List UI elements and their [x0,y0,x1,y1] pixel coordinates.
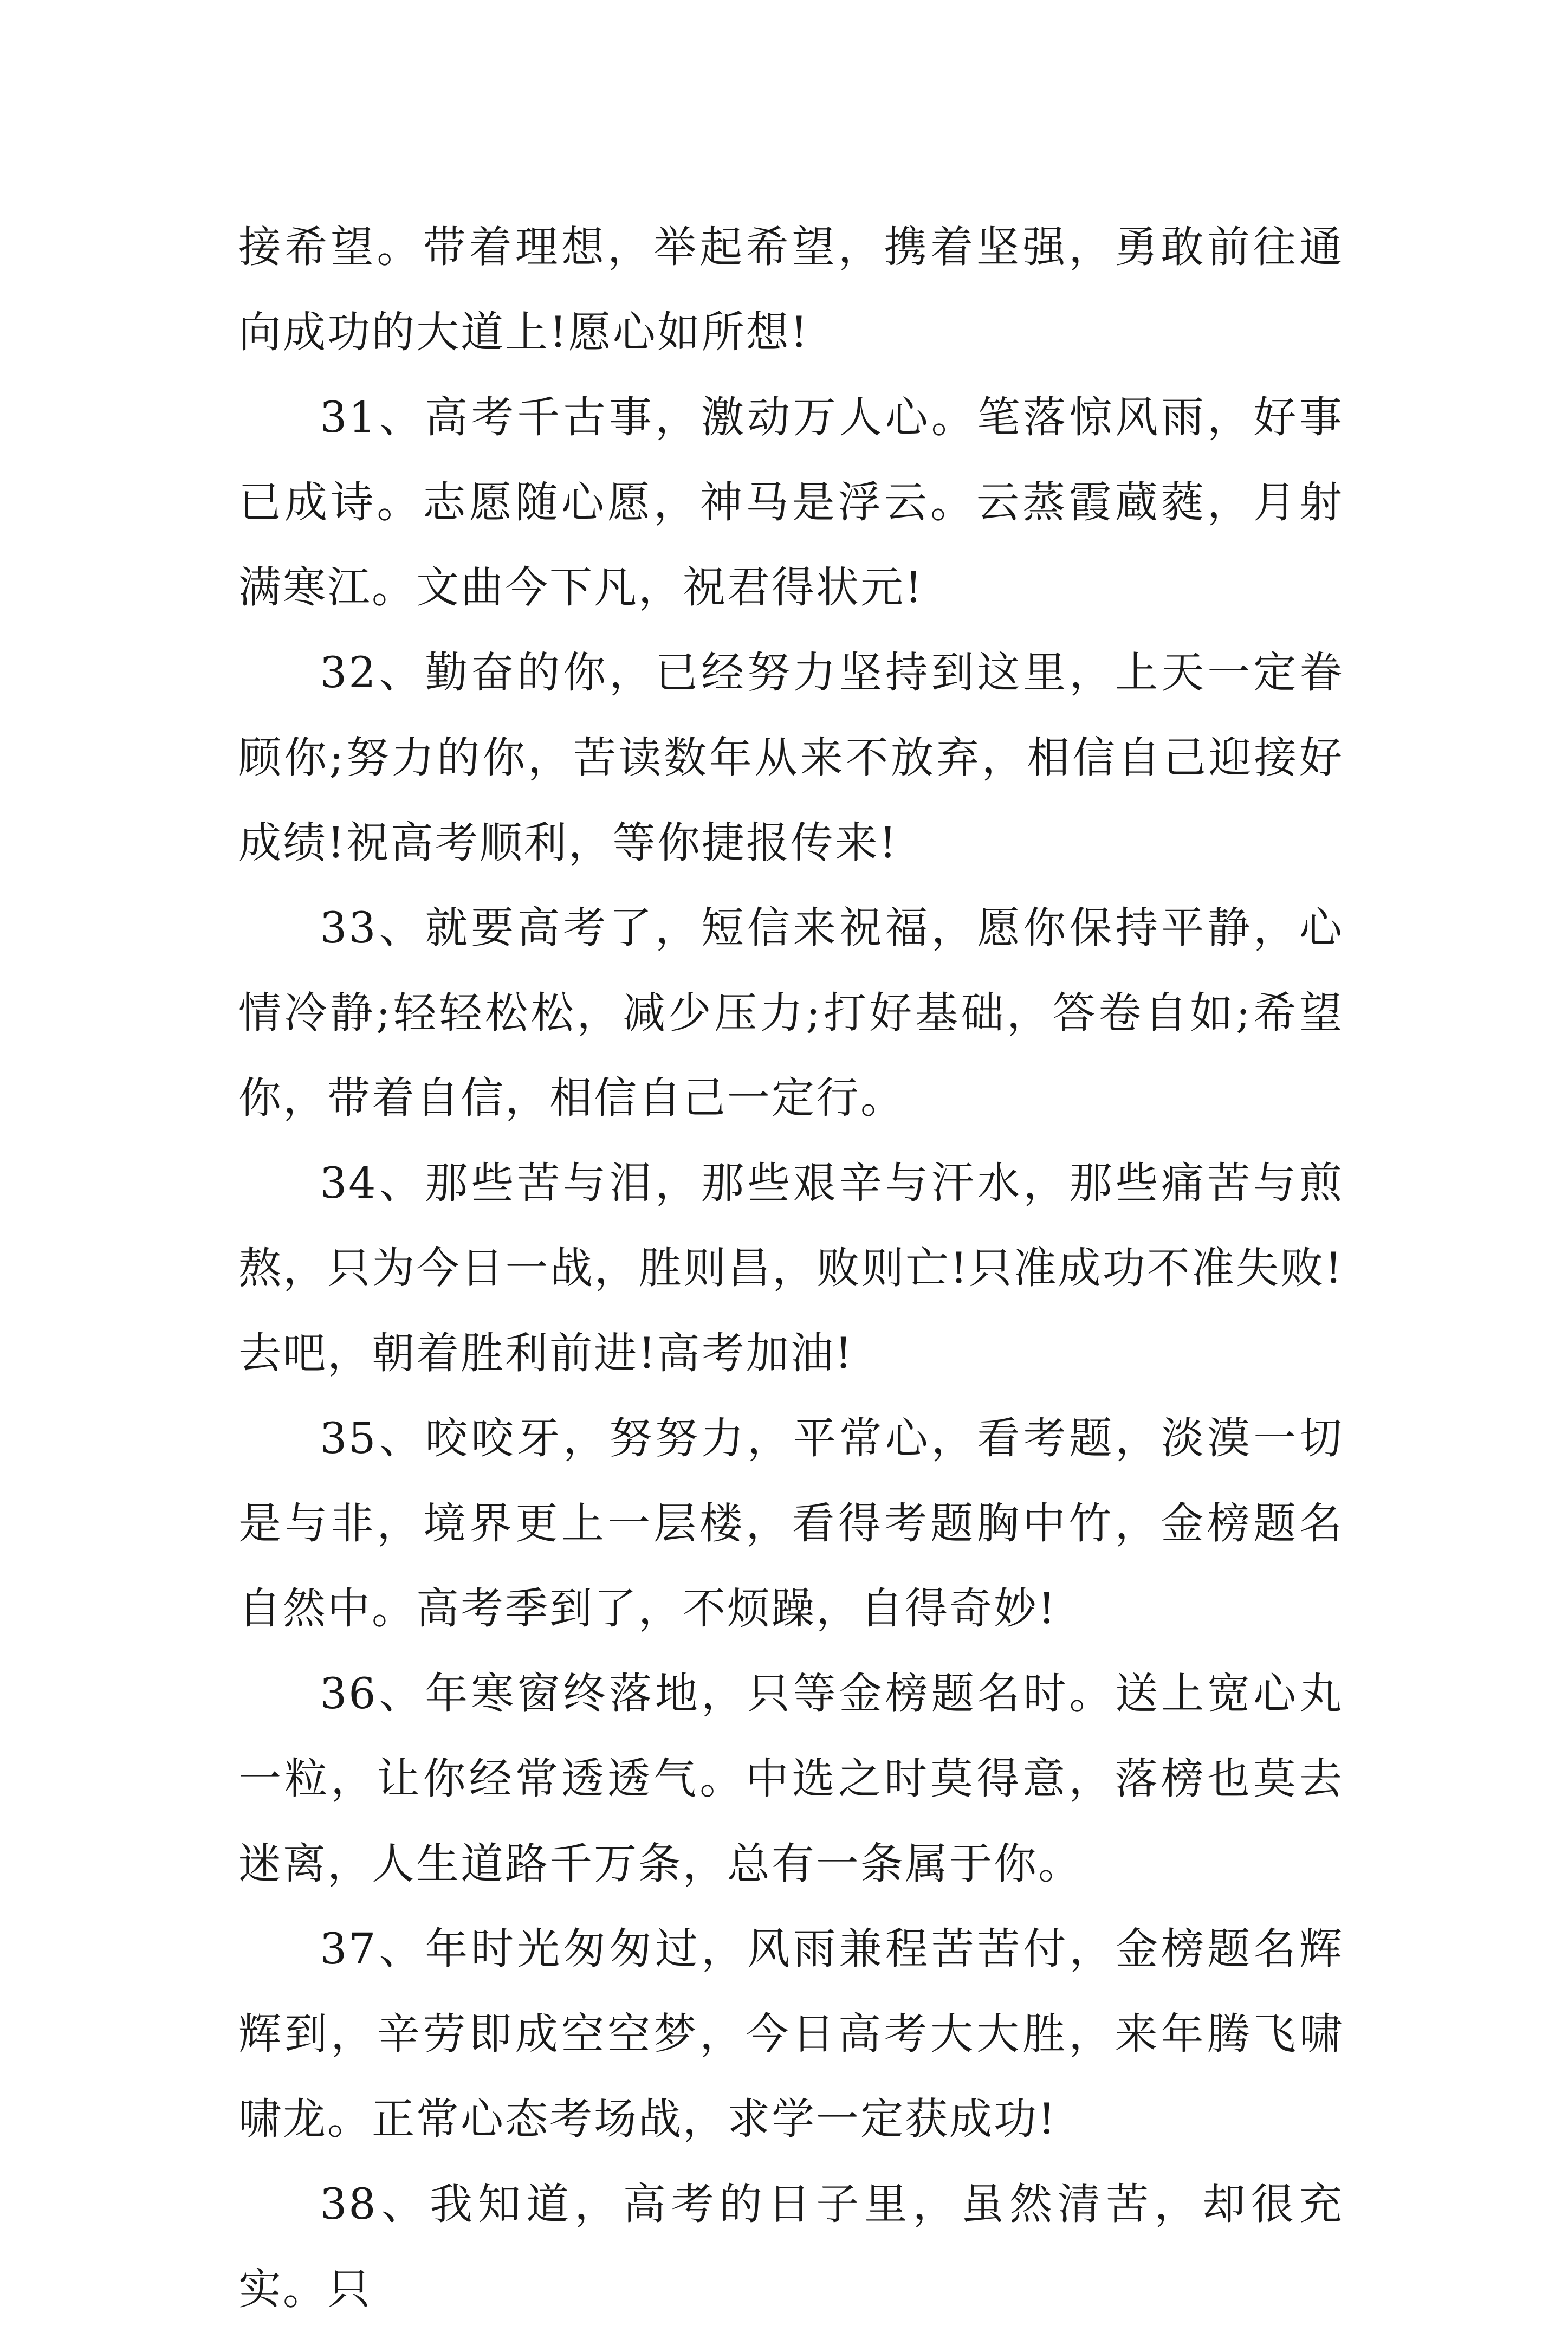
paragraph-37: 37、年时光匆匆过，风雨兼程苦苦付，金榜题名辉辉到，辛劳即成空空梦，今日高考大大胜，来年腾飞啸啸龙。正常心态考场战，求学一定获成功! [238,1924,1344,2144]
paragraph-34: 34、那些苦与泪，那些艰辛与汗水，那些痛苦与煎熬，只为今日一战，胜则昌，败则亡!只准成功不准失败!去吧，朝着胜利前进!高考加油! [238,1158,1344,1378]
paragraph-continuation: 接希望。带着理想，举起希望，携着坚强，勇敢前往通向成功的大道上!愿心如所想! [238,222,1344,357]
document-body [238,205,1344,2332]
paragraph-33: 33、就要高考了，短信来祝福，愿你保持平静，心情冷静;轻轻松松，减少压力;打好基础，答卷自如;希望你，带着自信，相信自己一定行。 [238,903,1344,1123]
paragraph-36: 36、年寒窗终落地，只等金榜题名时。送上宽心丸一粒，让你经常透透气。中选之时莫得意，落榜也莫去迷离，人生道路千万条，总有一条属于你。 [238,1669,1344,1889]
paragraph-38: 38、我知道，高考的日子里，虽然清苦，却很充实。只 [238,2179,1344,2314]
paragraph-32: 32、勤奋的你，已经努力坚持到这里，上天一定眷顾你;努力的你，苦读数年从来不放弃，相信自己迎接好成绩!祝高考顺利，等你捷报传来! [238,648,1344,868]
paragraph-35: 35、咬咬牙，努努力，平常心，看考题，淡漠一切是与非，境界更上一层楼，看得考题胸中竹，金榜题名自然中。高考季到了，不烦躁，自得奇妙! [238,1413,1344,1633]
paragraph-31: 31、高考千古事，激动万人心。笔落惊风雨，好事已成诗。志愿随心愿，神马是浮云。云蒸霞蔵蕤，月射满寒江。文曲今下凡，祝君得状元! [238,392,1344,612]
